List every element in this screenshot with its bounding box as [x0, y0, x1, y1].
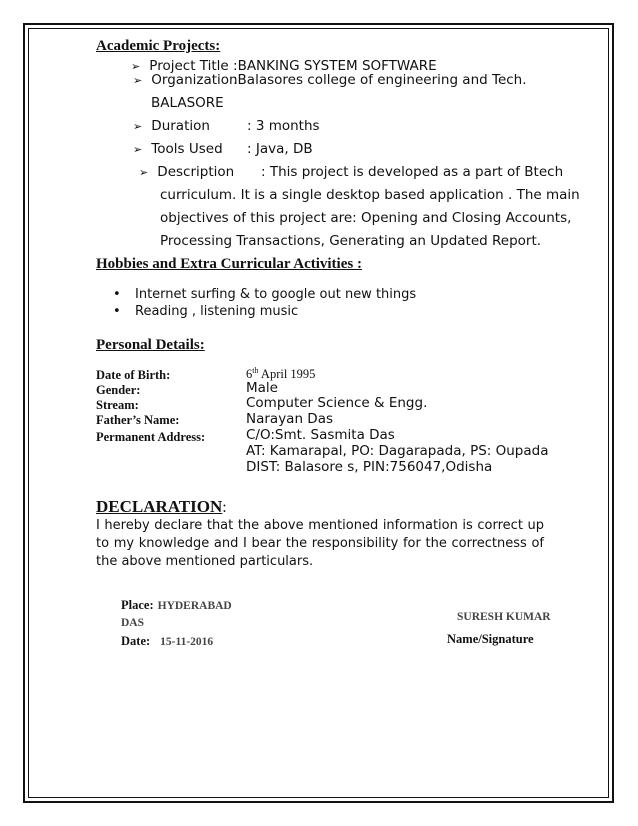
father-name-value: Narayan Das	[246, 411, 334, 427]
stream-value: Computer Science & Engg.	[246, 395, 428, 411]
duration-row	[133, 118, 210, 134]
project-title-value: :BANKING SYSTEM SOFTWARE	[233, 58, 437, 74]
academic-projects-heading: Academic Projects:	[96, 38, 221, 54]
duration-value: : 3 months	[247, 118, 320, 134]
project-title-label: Project Title	[149, 58, 229, 74]
hobby-item	[113, 287, 416, 302]
date-value: 15-11-2016	[160, 636, 214, 648]
dob-day: 6	[246, 367, 253, 382]
organization-value: :Balasores college of engineering and Tech.	[233, 72, 527, 88]
gender-label: Gender:	[96, 383, 141, 397]
date-row	[121, 632, 213, 650]
personal-details-heading: Personal Details:	[96, 337, 205, 353]
hobby-text: Internet surfing & to google out new things	[135, 287, 417, 302]
tools-row	[133, 141, 223, 157]
tools-value: : Java, DB	[247, 141, 313, 157]
dob-label: Date of Birth:	[96, 368, 171, 382]
address-line-1: C/O:Smt. Sasmita Das	[246, 427, 395, 443]
declaration-heading-text: DECLARATION	[96, 497, 223, 516]
place-label: Place:	[121, 598, 154, 612]
dob-rest: April 1995	[258, 367, 316, 382]
hobby-item	[113, 304, 298, 319]
declaration-colon: :	[222, 499, 227, 516]
bullet-dot-icon: •	[113, 287, 121, 302]
arrow-bullet-icon: ➢	[133, 74, 143, 87]
duration-label: Duration	[151, 118, 210, 134]
dob-suffix: th	[252, 366, 259, 375]
arrow-bullet-icon: ➢	[131, 60, 141, 73]
bullet-dot-icon: •	[113, 304, 121, 319]
address-line-3: DIST: Balasore s, PIN:756047,Odisha	[246, 459, 493, 475]
name-signature-label: Name/Signature	[447, 632, 534, 646]
arrow-bullet-icon: ➢	[133, 120, 143, 133]
tools-label: Tools Used	[151, 141, 223, 157]
organization-value-cont: BALASORE	[151, 95, 224, 111]
signatory-name-part1: SURESH KUMAR	[457, 611, 551, 623]
date-label: Date:	[121, 634, 151, 648]
father-name-label: Father’s Name:	[96, 413, 180, 427]
hobbies-heading: Hobbies and Extra Curricular Activities :	[96, 256, 362, 272]
declaration-text: I hereby declare that the above mentioned information is correct up to my knowledge and I bear the responsibility for the correctness of the above mentioned particulars.	[96, 518, 544, 569]
stream-label: Stream:	[96, 398, 139, 412]
description-row	[139, 164, 234, 180]
description-value: : This project is developed as a part of Btech	[261, 164, 564, 180]
place-value: HYDERABAD	[157, 600, 232, 612]
address-label: Permanent Address:	[96, 430, 206, 444]
description-label: Description	[157, 164, 235, 180]
gender-value: Male	[246, 380, 278, 396]
address-line-2: AT: Kamarapal, PO: Dagarapada, PS: Oupada	[246, 443, 549, 459]
signatory-name-part2: DAS	[121, 617, 145, 629]
arrow-bullet-icon: ➢	[139, 166, 149, 179]
hobby-text: Reading , listening music	[135, 304, 299, 319]
description-line-2: objectives of this project are: Opening and Closing Accounts,	[160, 210, 572, 226]
arrow-bullet-icon: ➢	[133, 143, 143, 156]
declaration-heading	[96, 497, 227, 517]
description-line-3: Processing Transactions, Generating an Updated Report.	[160, 233, 542, 249]
organization-row	[133, 72, 238, 88]
organization-label: Organization	[151, 72, 238, 88]
description-line-1: curriculum. It is a single desktop based application . The main	[160, 187, 580, 203]
place-row	[121, 596, 232, 614]
